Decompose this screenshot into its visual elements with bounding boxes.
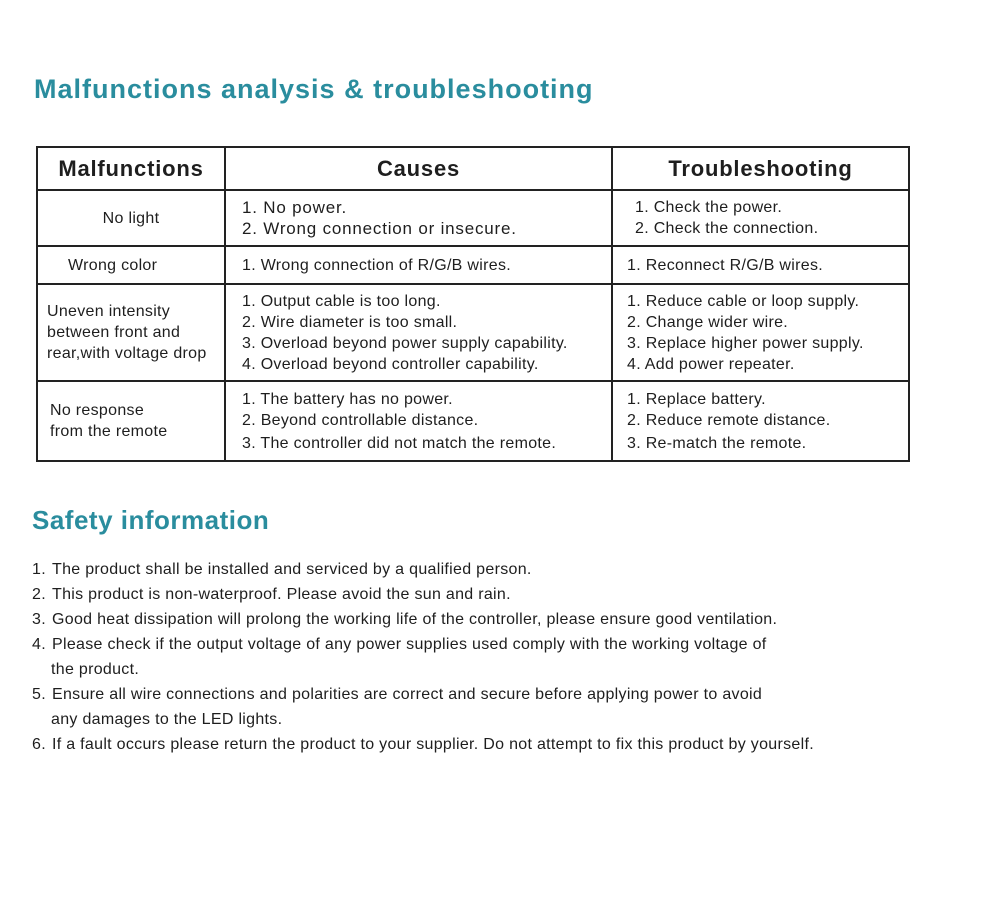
header-troubleshooting: Troubleshooting — [612, 147, 909, 190]
item-number: 6. — [32, 736, 46, 753]
causes-cell — [225, 381, 612, 461]
safety-title: Safety information — [32, 505, 270, 535]
cause-item: 3. The controller did not match the remote. — [242, 434, 557, 452]
table-row — [37, 246, 909, 284]
cause-item: 4. Overload beyond controller capability. — [242, 355, 539, 373]
cause-item: 3. Overload beyond power supply capability. — [242, 334, 568, 352]
causes-cell — [225, 246, 612, 284]
cause-item: 1. No power. — [242, 198, 348, 217]
item-text: Please check if the output voltage of any power supplies used comply with the working voltage of — [52, 636, 767, 653]
fix-item: 1. Reconnect R/G/B wires. — [627, 256, 824, 274]
causes-cell — [225, 190, 612, 246]
malfunction-cell — [37, 284, 225, 381]
item-text: The product shall be installed and serviced by a qualified person. — [52, 561, 532, 578]
item-number: 2. — [32, 586, 46, 603]
item-text: Good heat dissipation will prolong the working life of the controller, please ensure good ventilation. — [52, 611, 778, 628]
malfunction-text: No response — [50, 402, 145, 419]
list-item — [32, 557, 932, 582]
causes-cell — [225, 284, 612, 381]
fixes-cell — [612, 284, 909, 381]
fix-item: 1. Check the power. — [635, 199, 783, 216]
malfunction-text: rear,with voltage drop — [47, 345, 207, 362]
troubleshooting-title: Malfunctions analysis & troubleshooting — [34, 74, 594, 104]
item-text-continued: the product. — [51, 661, 140, 678]
item-text: This product is non-waterproof. Please avoid the sun and rain. — [52, 586, 511, 603]
list-item — [32, 732, 932, 757]
list-item — [32, 582, 932, 607]
fix-item: 4. Add power repeater. — [627, 355, 795, 373]
malfunction-text: No light — [102, 209, 160, 227]
cause-item: 2. Wrong connection or insecure. — [242, 219, 517, 238]
table-header-row — [37, 147, 909, 190]
safety-list — [32, 557, 932, 757]
fix-item: 1. Reduce cable or loop supply. — [627, 292, 860, 310]
fixes-cell — [612, 246, 909, 284]
cause-item: 2. Beyond controllable distance. — [242, 411, 479, 429]
list-item — [32, 607, 932, 632]
cause-item: 1. Output cable is too long. — [242, 292, 441, 310]
item-text: If a fault occurs please return the product to your supplier. Do not attempt to fix this product by yourself. — [52, 736, 814, 753]
malfunction-text: from the remote — [50, 423, 168, 440]
fix-item: 3. Replace higher power supply. — [627, 334, 864, 352]
item-text-continued: any damages to the LED lights. — [51, 711, 283, 728]
item-text: Ensure all wire connections and polarities are correct and secure before applying power to avoid — [52, 686, 763, 703]
item-number: 1. — [32, 561, 46, 578]
malfunction-cell — [37, 246, 225, 284]
header-causes: Causes — [225, 147, 612, 190]
fixes-cell — [612, 381, 909, 461]
cause-item: 1. Wrong connection of R/G/B wires. — [242, 256, 511, 274]
cause-item: 1. The battery has no power. — [242, 390, 453, 408]
fixes-cell — [612, 190, 909, 246]
malfunction-text: Uneven intensity — [47, 303, 171, 320]
fix-item: 1. Replace battery. — [627, 390, 766, 408]
fix-item: 2. Check the connection. — [635, 220, 819, 237]
malfunction-text: Wrong color — [68, 256, 158, 274]
table-row — [37, 284, 909, 381]
fix-item: 3. Re-match the remote. — [627, 434, 807, 452]
item-number: 3. — [32, 611, 46, 628]
malfunction-cell — [37, 381, 225, 461]
header-malfunctions: Malfunctions — [37, 147, 225, 190]
table-row — [37, 190, 909, 246]
cause-item: 2. Wire diameter is too small. — [242, 313, 458, 331]
list-item — [32, 632, 932, 682]
malfunction-text: between front and — [47, 324, 181, 341]
item-number: 5. — [32, 686, 46, 703]
malfunction-cell — [37, 190, 225, 246]
item-number: 4. — [32, 636, 46, 653]
table-row — [37, 381, 909, 461]
list-item — [32, 682, 932, 732]
troubleshooting-table — [36, 146, 910, 462]
fix-item: 2. Change wider wire. — [627, 313, 789, 331]
fix-item: 2. Reduce remote distance. — [627, 411, 831, 429]
